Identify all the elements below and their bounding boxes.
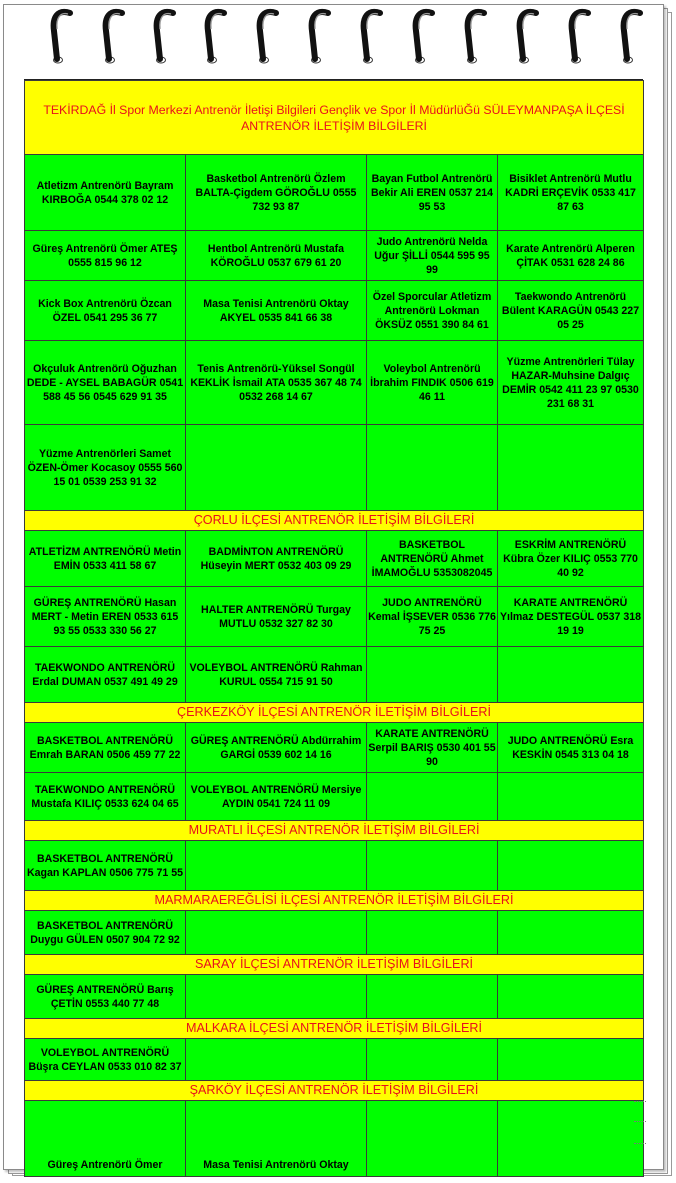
coach-cell: Atletizm Antrenörü Bayram KIRBOĞA 0544 378 02 12: [25, 155, 186, 231]
table-row: [25, 773, 644, 821]
coach-cell: [498, 1101, 644, 1177]
binding-ring-icon: [464, 7, 490, 65]
coach-cell: KARATE ANTRENÖRÜ Serpil BARIŞ 0530 401 55 90: [367, 723, 498, 773]
binding-ring-icon: [516, 7, 542, 65]
spiral-binding: [4, 5, 664, 67]
coach-cell: [186, 975, 367, 1019]
binding-ring-icon: [360, 7, 386, 65]
coach-cell: BADMİNTON ANTRENÖRÜ Hüseyin MERT 0532 403 09 29: [186, 531, 367, 587]
coach-cell: TAEKWONDO ANTRENÖRÜ Erdal DUMAN 0537 491 49 29: [25, 647, 186, 703]
coach-cell: [498, 773, 644, 821]
section-heading-malkara: MALKARA İLÇESİ ANTRENÖR İLETİŞİM BİLGİLERİ: [25, 1019, 644, 1039]
binding-ring-icon: [256, 7, 282, 65]
section-heading-muratli: MURATLI İLÇESİ ANTRENÖR İLETİŞİM BİLGİLERİ: [25, 821, 644, 841]
coach-cell: [367, 841, 498, 891]
coach-cell: [498, 1039, 644, 1081]
coach-cell: BASKETBOL ANTRENÖRÜ Duygu GÜLEN 0507 904 72 92: [25, 911, 186, 955]
coach-cell: VOLEYBOL ANTRENÖRÜ Mersiye AYDIN 0541 724 11 09: [186, 773, 367, 821]
coach-cell: [186, 911, 367, 955]
coach-cell: [367, 911, 498, 955]
coach-cell: HALTER ANTRENÖRÜ Turgay MUTLU 0532 327 82 30: [186, 587, 367, 647]
section-heading-row: [25, 703, 644, 723]
coach-cell: GÜREŞ ANTRENÖRÜ Abdürrahim GARGİ 0539 602 14 16: [186, 723, 367, 773]
coach-cell: ATLETİZM ANTRENÖRÜ Metin EMİN 0533 411 58 67: [25, 531, 186, 587]
coach-cell: JUDO ANTRENÖRÜ Esra KESKİN 0545 313 04 18: [498, 723, 644, 773]
table-row: [25, 911, 644, 955]
contact-sheet: [24, 79, 643, 1171]
coach-cell: Güreş Antrenörü Ömer ATEŞ 0555 815 96 12: [25, 231, 186, 281]
coach-cell: VOLEYBOL ANTRENÖRÜ Rahman KURUL 0554 715 91 50: [186, 647, 367, 703]
coach-cell: Yüzme Antrenörleri Samet ÖZEN-Ömer Kocasoy 0555 560 15 01 0539 253 91 32: [25, 425, 186, 511]
coach-cell: Karate Antrenörü Alperen ÇİTAK 0531 628 24 86: [498, 231, 644, 281]
coach-cell: [367, 975, 498, 1019]
table-row: [25, 281, 644, 341]
section-heading-row: [25, 821, 644, 841]
table-row: [25, 587, 644, 647]
coach-cell: BASKETBOL ANTRENÖRÜ Ahmet İMAMOĞLU 5353082045: [367, 531, 498, 587]
coach-cell: [186, 425, 367, 511]
coach-cell: [367, 1039, 498, 1081]
table-row: [25, 647, 644, 703]
coach-cell: VOLEYBOL ANTRENÖRÜ Büşra CEYLAN 0533 010 82 37: [25, 1039, 186, 1081]
coach-cell: Özel Sporcular Atletizm Antrenörü Lokman ÖKSÜZ 0551 390 84 61: [367, 281, 498, 341]
coach-cell: Okçuluk Antrenörü Oğuzhan DEDE - AYSEL BABAGÜR 0541 588 45 56 0545 629 91 35: [25, 341, 186, 425]
notebook-page: [3, 4, 664, 1170]
coach-cell: [367, 1101, 498, 1177]
coach-cell: [186, 1039, 367, 1081]
binding-ring-icon: [153, 7, 179, 65]
coach-cell: Bisiklet Antrenörü Mutlu KADRİ ERÇEVİK 0533 417 87 63: [498, 155, 644, 231]
table-row: [25, 231, 644, 281]
binding-ring-icon: [568, 7, 594, 65]
table-row: [25, 1039, 644, 1081]
coach-cell: TAEKWONDO ANTRENÖRÜ Mustafa KILIÇ 0533 624 04 65: [25, 773, 186, 821]
title-row: [25, 81, 644, 155]
coach-cell: [498, 911, 644, 955]
coach-cell: Tenis Antrenörü-Yüksel Songül KEKLİK İsmail ATA 0535 367 48 74 0532 268 14 67: [186, 341, 367, 425]
binding-ring-icon: [412, 7, 438, 65]
table-row: [25, 341, 644, 425]
binding-ring-icon: [620, 7, 646, 65]
contact-table: [24, 80, 644, 1177]
table-row: [25, 1101, 644, 1177]
section-heading-saray: SARAY İLÇESİ ANTRENÖR İLETİŞİM BİLGİLERİ: [25, 955, 644, 975]
coach-cell: GÜREŞ ANTRENÖRÜ Hasan MERT - Metin EREN 0533 615 93 55 0533 330 56 27: [25, 587, 186, 647]
binding-ring-icon: [204, 7, 230, 65]
section-heading-row: [25, 1081, 644, 1101]
coach-cell: BASKETBOL ANTRENÖRÜ Kagan KAPLAN 0506 775 71 55: [25, 841, 186, 891]
binding-ring-icon: [308, 7, 334, 65]
table-row: [25, 531, 644, 587]
coach-cell: KARATE ANTRENÖRÜ Yılmaz DESTEGÜL 0537 318 19 19: [498, 587, 644, 647]
table-row: [25, 155, 644, 231]
table-row: [25, 425, 644, 511]
section-heading-sarkoy: ŞARKÖY İLÇESİ ANTRENÖR İLETİŞİM BİLGİLERİ: [25, 1081, 644, 1101]
table-row: [25, 841, 644, 891]
section-heading-corlu: ÇORLU İLÇESİ ANTRENÖR İLETİŞİM BİLGİLERİ: [25, 511, 644, 531]
binding-ring-icon: [102, 7, 128, 65]
section-heading-row: [25, 1019, 644, 1039]
coach-cell: Güreş Antrenörü Ömer: [25, 1101, 186, 1177]
coach-cell: BASKETBOL ANTRENÖRÜ Emrah BARAN 0506 459 77 22: [25, 723, 186, 773]
section-heading-row: [25, 891, 644, 911]
dotted-divider: [634, 1121, 646, 1122]
coach-cell: Basketbol Antrenörü Özlem BALTA-Çigdem GÖROĞLU 0555 732 93 87: [186, 155, 367, 231]
coach-cell: Masa Tenisi Antrenörü Oktay: [186, 1101, 367, 1177]
section-heading-row: [25, 511, 644, 531]
coach-cell: [498, 647, 644, 703]
coach-cell: JUDO ANTRENÖRÜ Kemal İŞSEVER 0536 776 75 25: [367, 587, 498, 647]
coach-cell: ESKRİM ANTRENÖRÜ Kübra Özer KILIÇ 0553 770 40 92: [498, 531, 644, 587]
coach-cell: Voleybol Antrenörü İbrahim FINDIK 0506 619 46 11: [367, 341, 498, 425]
coach-cell: Judo Antrenörü Nelda Uğur ŞİLLİ 0544 595 95 99: [367, 231, 498, 281]
section-heading-cerkezkoy: ÇERKEZKÖY İLÇESİ ANTRENÖR İLETİŞİM BİLGİLERİ: [25, 703, 644, 723]
table-row: [25, 723, 644, 773]
coach-cell: [498, 425, 644, 511]
coach-cell: [367, 773, 498, 821]
coach-cell: [186, 841, 367, 891]
section-heading-row: [25, 955, 644, 975]
coach-cell: [498, 975, 644, 1019]
coach-cell: [367, 647, 498, 703]
coach-cell: Bayan Futbol Antrenörü Bekir Ali EREN 0537 214 95 53: [367, 155, 498, 231]
dotted-divider: [634, 1143, 646, 1144]
page-title: TEKİRDAĞ İl Spor Merkezi Antrenör İletişi Bilgileri Gençlik ve Spor İl MüdürlüĞü SÜLEYMANPAŞA İLÇESİ ANTRENÖR İLETİŞİM BİLGİLERİ: [25, 81, 644, 155]
coach-cell: [498, 841, 644, 891]
coach-cell: GÜREŞ ANTRENÖRÜ Barış ÇETİN 0553 440 77 48: [25, 975, 186, 1019]
coach-cell: Taekwondo Antrenörü Bülent KARAGÜN 0543 227 05 25: [498, 281, 644, 341]
coach-cell: Yüzme Antrenörleri Tülay HAZAR-Muhsine Dalgıç DEMİR 0542 411 23 97 0530 231 68 31: [498, 341, 644, 425]
coach-cell: [367, 425, 498, 511]
binding-ring-icon: [50, 7, 76, 65]
section-heading-marmaraereglisi: MARMARAEREĞLİSİ İLÇESİ ANTRENÖR İLETİŞİM BİLGİLERİ: [25, 891, 644, 911]
coach-cell: Kick Box Antrenörü Özcan ÖZEL 0541 295 36 77: [25, 281, 186, 341]
table-row: [25, 975, 644, 1019]
coach-cell: Hentbol Antrenörü Mustafa KÖROĞLU 0537 679 61 20: [186, 231, 367, 281]
coach-cell: Masa Tenisi Antrenörü Oktay AKYEL 0535 841 66 38: [186, 281, 367, 341]
dotted-divider: [634, 1101, 646, 1102]
